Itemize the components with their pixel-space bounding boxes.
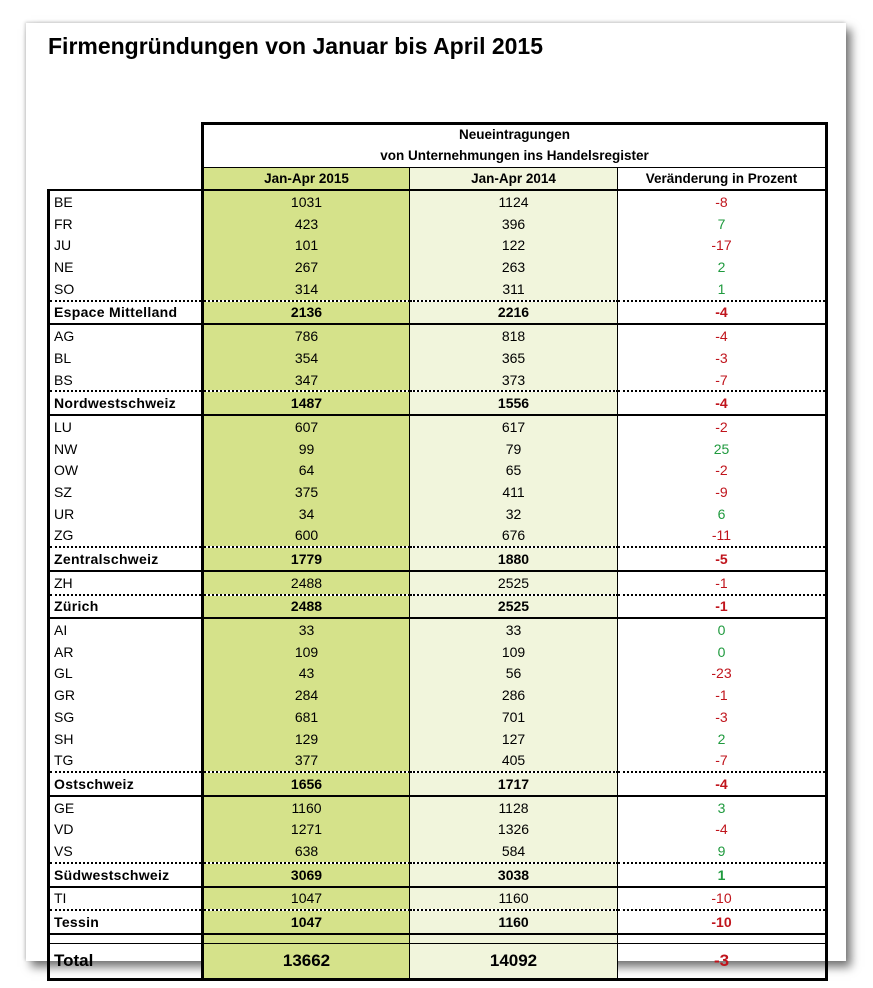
canton-name: SO xyxy=(49,278,203,301)
canton-name: GR xyxy=(49,684,203,706)
change-percent: -3 xyxy=(618,347,827,369)
value-2014: 818 xyxy=(410,324,618,347)
value-2014: 2525 xyxy=(410,571,618,595)
value-2014: 33 xyxy=(410,618,618,641)
subtotal-2014: 1717 xyxy=(410,772,618,796)
value-2015: 1047 xyxy=(203,887,410,911)
value-2015: 101 xyxy=(203,235,410,257)
region-name: Tessin xyxy=(49,910,203,934)
subtotal-change: -4 xyxy=(618,301,827,325)
value-2015: 607 xyxy=(203,415,410,438)
change-percent: -8 xyxy=(618,190,827,213)
value-2014: 701 xyxy=(410,706,618,728)
header-group-title xyxy=(203,124,827,168)
value-2014: 396 xyxy=(410,213,618,235)
value-2014: 263 xyxy=(410,256,618,278)
table-row xyxy=(49,684,827,706)
value-2014: 56 xyxy=(410,663,618,685)
value-2014: 405 xyxy=(410,749,618,772)
subtotal-2015: 1047 xyxy=(203,910,410,934)
value-2015: 1160 xyxy=(203,796,410,819)
value-2015: 375 xyxy=(203,481,410,503)
table-row xyxy=(49,706,827,728)
value-2015: 2488 xyxy=(203,571,410,595)
value-2015: 43 xyxy=(203,663,410,685)
subtotal-2014: 1880 xyxy=(410,547,618,571)
canton-name: BS xyxy=(49,369,203,392)
column-header-change: Veränderung in Prozent xyxy=(618,168,827,191)
column-header-2015: Jan-Apr 2015 xyxy=(203,168,410,191)
region-name: Südwestschweiz xyxy=(49,863,203,887)
subtotal-change: -4 xyxy=(618,391,827,415)
value-2015: 354 xyxy=(203,347,410,369)
page-title: Firmengründungen von Januar bis April 2015 xyxy=(48,33,544,59)
subtotal-2014: 1160 xyxy=(410,910,618,934)
table-row xyxy=(49,415,827,438)
change-percent: -4 xyxy=(618,818,827,840)
subtotal-row xyxy=(49,910,827,934)
canton-name: TI xyxy=(49,887,203,911)
change-percent: 0 xyxy=(618,641,827,663)
subtotal-2014: 3038 xyxy=(410,863,618,887)
change-percent: -11 xyxy=(618,525,827,548)
value-2015: 1031 xyxy=(203,190,410,213)
canton-name: AI xyxy=(49,618,203,641)
value-2014: 411 xyxy=(410,481,618,503)
table-row xyxy=(49,728,827,750)
table-row xyxy=(49,749,827,772)
table-row xyxy=(49,369,827,392)
canton-name: LU xyxy=(49,415,203,438)
value-2015: 284 xyxy=(203,684,410,706)
canton-name: GE xyxy=(49,796,203,819)
subtotal-2015: 1487 xyxy=(203,391,410,415)
canton-name: SH xyxy=(49,728,203,750)
value-2015: 267 xyxy=(203,256,410,278)
region-name: Zürich xyxy=(49,595,203,619)
subtotal-2014: 2525 xyxy=(410,595,618,619)
change-percent: 0 xyxy=(618,618,827,641)
value-2014: 365 xyxy=(410,347,618,369)
table-row xyxy=(49,324,827,347)
subtotal-row xyxy=(49,301,827,325)
subtotal-2014: 2216 xyxy=(410,301,618,325)
region-name: Zentralschweiz xyxy=(49,547,203,571)
subtotal-2015: 3069 xyxy=(203,863,410,887)
value-2015: 99 xyxy=(203,438,410,460)
change-percent: 9 xyxy=(618,840,827,863)
subtotal-row xyxy=(49,863,827,887)
value-2015: 109 xyxy=(203,641,410,663)
change-percent: -7 xyxy=(618,369,827,392)
value-2014: 617 xyxy=(410,415,618,438)
table-row xyxy=(49,887,827,911)
header-spacer-2 xyxy=(49,168,203,191)
value-2015: 34 xyxy=(203,503,410,525)
subtotal-row xyxy=(49,595,827,619)
value-2015: 64 xyxy=(203,459,410,481)
region-name: Nordwestschweiz xyxy=(49,391,203,415)
canton-name: UR xyxy=(49,503,203,525)
table-row xyxy=(49,213,827,235)
value-2015: 681 xyxy=(203,706,410,728)
value-2015: 129 xyxy=(203,728,410,750)
subtotal-row xyxy=(49,391,827,415)
change-percent: -9 xyxy=(618,481,827,503)
value-2014: 127 xyxy=(410,728,618,750)
value-2014: 373 xyxy=(410,369,618,392)
value-2014: 122 xyxy=(410,235,618,257)
change-percent: -23 xyxy=(618,663,827,685)
table-row xyxy=(49,503,827,525)
change-percent: -1 xyxy=(618,571,827,595)
value-2015: 423 xyxy=(203,213,410,235)
total-2014: 14092 xyxy=(410,943,618,979)
table-row xyxy=(49,641,827,663)
change-percent: 7 xyxy=(618,213,827,235)
value-2015: 638 xyxy=(203,840,410,863)
change-percent: 1 xyxy=(618,278,827,301)
subtotal-change: -4 xyxy=(618,772,827,796)
value-2015: 33 xyxy=(203,618,410,641)
value-2014: 32 xyxy=(410,503,618,525)
value-2014: 1128 xyxy=(410,796,618,819)
canton-name: NW xyxy=(49,438,203,460)
subtotal-2015: 1656 xyxy=(203,772,410,796)
change-percent: -1 xyxy=(618,684,827,706)
change-percent: -10 xyxy=(618,887,827,911)
change-percent: -7 xyxy=(618,749,827,772)
header-group-line1: Neueintragungen xyxy=(458,127,570,142)
table-row xyxy=(49,525,827,548)
value-2015: 1271 xyxy=(203,818,410,840)
canton-name: SG xyxy=(49,706,203,728)
value-2014: 676 xyxy=(410,525,618,548)
canton-name: OW xyxy=(49,459,203,481)
canton-name: NE xyxy=(49,256,203,278)
change-percent: -4 xyxy=(618,324,827,347)
total-row xyxy=(49,943,827,979)
table-row xyxy=(49,190,827,213)
change-percent: -2 xyxy=(618,415,827,438)
value-2015: 377 xyxy=(203,749,410,772)
canton-name: SZ xyxy=(49,481,203,503)
subtotal-change: 1 xyxy=(618,863,827,887)
change-percent: 2 xyxy=(618,256,827,278)
canton-name: BE xyxy=(49,190,203,213)
value-2014: 79 xyxy=(410,438,618,460)
subtotal-row xyxy=(49,772,827,796)
table-row xyxy=(49,235,827,257)
table-row xyxy=(49,278,827,301)
table-body xyxy=(49,190,827,979)
canton-name: ZG xyxy=(49,525,203,548)
value-2014: 1124 xyxy=(410,190,618,213)
table-row xyxy=(49,618,827,641)
change-percent: -2 xyxy=(618,459,827,481)
subtotal-change: -10 xyxy=(618,910,827,934)
subtotal-2015: 2488 xyxy=(203,595,410,619)
canton-name: BL xyxy=(49,347,203,369)
table-row xyxy=(49,818,827,840)
total-2015: 13662 xyxy=(203,943,410,979)
value-2015: 347 xyxy=(203,369,410,392)
change-percent: -3 xyxy=(618,706,827,728)
subtotal-change: -5 xyxy=(618,547,827,571)
table-row xyxy=(49,438,827,460)
canton-name: FR xyxy=(49,213,203,235)
value-2014: 584 xyxy=(410,840,618,863)
region-name: Ostschweiz xyxy=(49,772,203,796)
table-row xyxy=(49,347,827,369)
total-label: Total xyxy=(49,943,203,979)
canton-name: JU xyxy=(49,235,203,257)
canton-name: VD xyxy=(49,818,203,840)
value-2014: 311 xyxy=(410,278,618,301)
value-2015: 600 xyxy=(203,525,410,548)
table-row xyxy=(49,459,827,481)
value-2015: 786 xyxy=(203,324,410,347)
canton-name: GL xyxy=(49,663,203,685)
canton-name: AR xyxy=(49,641,203,663)
value-2014: 286 xyxy=(410,684,618,706)
canton-name: VS xyxy=(49,840,203,863)
value-2015: 314 xyxy=(203,278,410,301)
table-row xyxy=(49,256,827,278)
table-row xyxy=(49,481,827,503)
subtotal-2015: 2136 xyxy=(203,301,410,325)
subtotal-row xyxy=(49,547,827,571)
table-row xyxy=(49,663,827,685)
change-percent: 25 xyxy=(618,438,827,460)
canton-name: ZH xyxy=(49,571,203,595)
table-row xyxy=(49,840,827,863)
change-percent: 2 xyxy=(618,728,827,750)
change-percent: 3 xyxy=(618,796,827,819)
company-registrations-table xyxy=(47,122,828,981)
subtotal-2015: 1779 xyxy=(203,547,410,571)
value-2014: 1326 xyxy=(410,818,618,840)
header-spacer xyxy=(49,124,203,168)
change-percent: -17 xyxy=(618,235,827,257)
value-2014: 109 xyxy=(410,641,618,663)
region-name: Espace Mittelland xyxy=(49,301,203,325)
table-row xyxy=(49,796,827,819)
spacer-row xyxy=(49,934,827,944)
change-percent: 6 xyxy=(618,503,827,525)
subtotal-change: -1 xyxy=(618,595,827,619)
subtotal-2014: 1556 xyxy=(410,391,618,415)
total-change: -3 xyxy=(618,943,827,979)
value-2014: 1160 xyxy=(410,887,618,911)
column-header-2014: Jan-Apr 2014 xyxy=(410,168,618,191)
value-2014: 65 xyxy=(410,459,618,481)
table-row xyxy=(49,571,827,595)
canton-name: TG xyxy=(49,749,203,772)
canton-name: AG xyxy=(49,324,203,347)
header-group-line2: von Unternehmungen ins Handelsregister xyxy=(380,148,649,163)
